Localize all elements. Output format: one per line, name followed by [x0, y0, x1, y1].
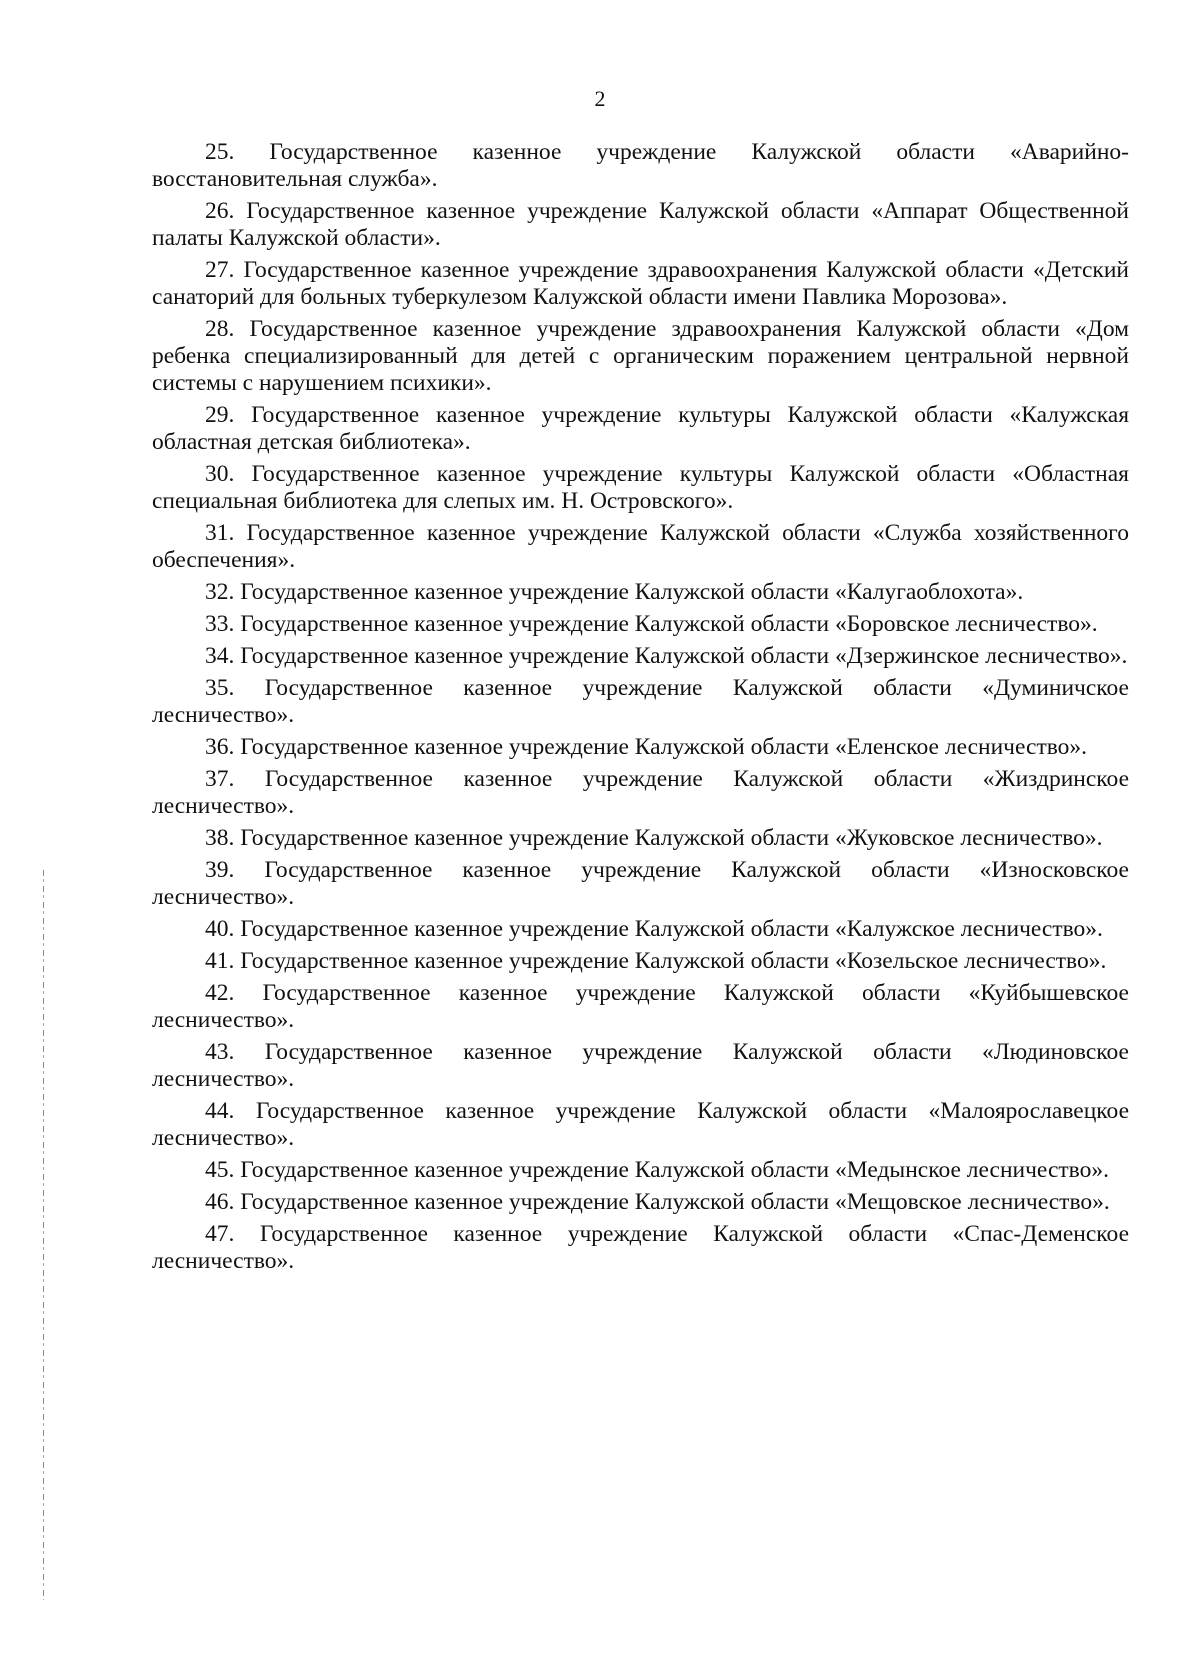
- document-body: [152, 139, 1129, 1275]
- list-item: 39. Государственное казенное учреждение Калужской области «Износковское лесничество».: [152, 857, 1129, 910]
- list-item: 28. Государственное казенное учреждение здравоохранения Калужской области «Дом ребенка специализированный для детей с органическим поражением центральной нервной системы с нарушением психики».: [152, 316, 1129, 396]
- scan-edge-mark: [43, 870, 44, 1600]
- list-item: 26. Государственное казенное учреждение Калужской области «Аппарат Общественной палаты Калужской области».: [152, 198, 1129, 251]
- page-number: 2: [594, 86, 606, 111]
- list-item: 45. Государственное казенное учреждение Калужской области «Медынское лесничество».: [205, 1157, 1109, 1183]
- list-item: 43. Государственное казенное учреждение Калужской области «Людиновское лесничество».: [152, 1039, 1129, 1092]
- list-item: 46. Государственное казенное учреждение Калужской области «Мещовское лесничество».: [205, 1189, 1110, 1215]
- list-item: 29. Государственное казенное учреждение культуры Калужской области «Калужская областная детская библиотека».: [152, 402, 1129, 455]
- list-item: 44. Государственное казенное учреждение Калужской области «Малоярославецкое лесничество».: [152, 1098, 1129, 1151]
- list-item: 47. Государственное казенное учреждение Калужской области «Спас-Деменское лесничество».: [152, 1221, 1129, 1274]
- list-item: 25. Государственное казенное учреждение Калужской области «Аварийно-восстановительная служба».: [152, 139, 1129, 192]
- list-item: 31. Государственное казенное учреждение Калужской области «Служба хозяйственного обеспечения».: [152, 520, 1129, 573]
- list-item: 34. Государственное казенное учреждение Калужской области «Дзержинское лесничество».: [205, 643, 1128, 669]
- list-item: 41. Государственное казенное учреждение Калужской области «Козельское лесничество».: [205, 948, 1107, 974]
- list-item: 27. Государственное казенное учреждение здравоохранения Калужской области «Детский санаторий для больных туберкулезом Калужской области имени Павлика Морозова».: [152, 257, 1129, 310]
- list-item: 38. Государственное казенное учреждение Калужской области «Жуковское лесничество».: [205, 825, 1103, 851]
- list-item: 37. Государственное казенное учреждение Калужской области «Жиздринское лесничество».: [152, 766, 1129, 819]
- list-item: 33. Государственное казенное учреждение Калужской области «Боровское лесничество».: [205, 611, 1098, 637]
- list-item: 35. Государственное казенное учреждение Калужской области «Думиничское лесничество».: [152, 675, 1129, 728]
- list-item: 36. Государственное казенное учреждение Калужской области «Еленское лесничество».: [205, 734, 1088, 760]
- list-item: 42. Государственное казенное учреждение Калужской области «Куйбышевское лесничество».: [152, 980, 1129, 1033]
- list-item: 40. Государственное казенное учреждение Калужской области «Калужское лесничество».: [205, 916, 1103, 942]
- list-item: 30. Государственное казенное учреждение культуры Калужской области «Областная специальная библиотека для слепых им. Н. Островского».: [152, 461, 1129, 514]
- list-item: 32. Государственное казенное учреждение Калужской области «Калугаоблохота».: [205, 579, 1024, 605]
